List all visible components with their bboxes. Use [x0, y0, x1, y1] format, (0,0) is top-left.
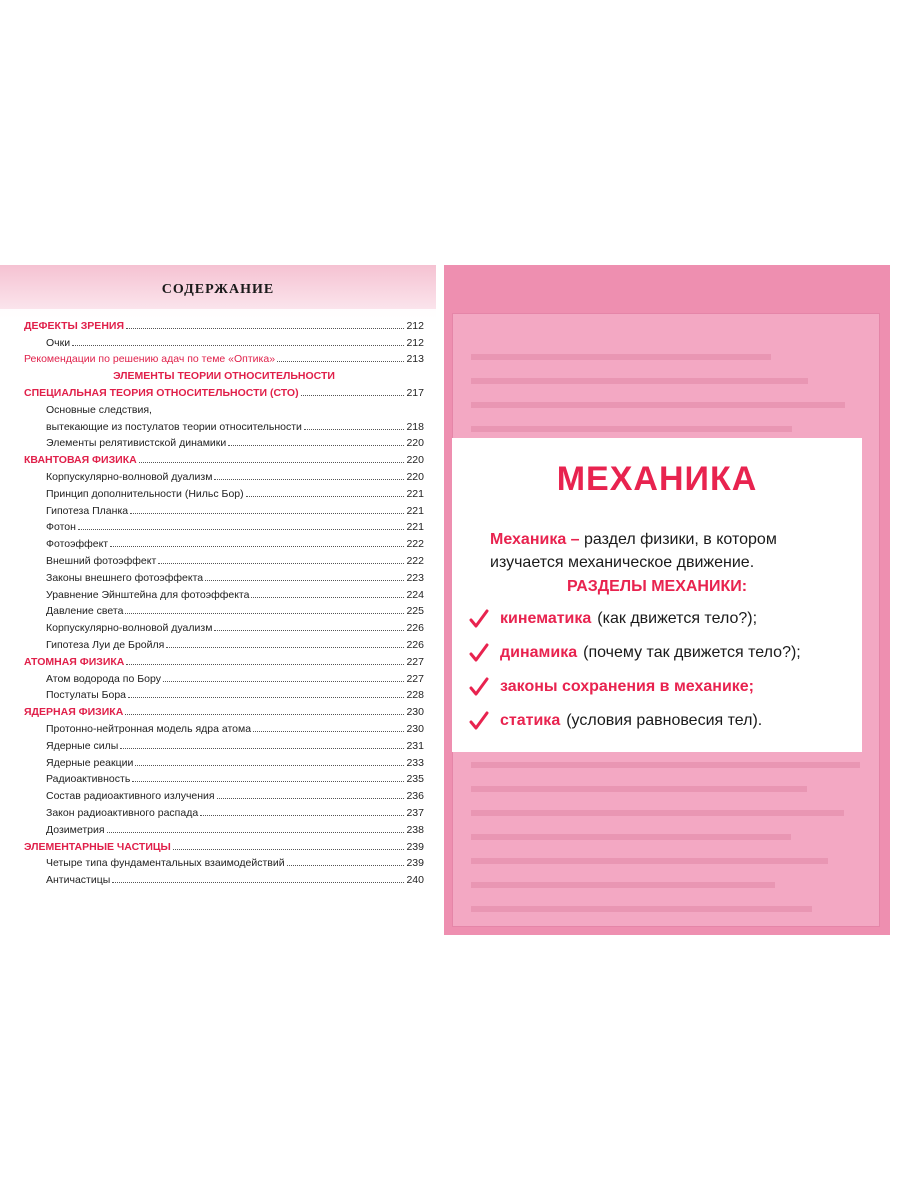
- toc-row: [24, 819, 424, 836]
- toc-row: [24, 752, 424, 769]
- faded-text-line: [471, 378, 808, 384]
- toc-leader-dots: [132, 781, 404, 782]
- toc-row: [24, 668, 424, 685]
- section-list-item: [468, 602, 858, 636]
- toc-entry-label: Гипотеза Луи де Бройля: [46, 638, 165, 651]
- toc-row: [24, 500, 424, 517]
- toc-page-number: 233: [406, 756, 424, 769]
- toc-entry-label: Ядерные силы: [46, 739, 119, 752]
- toc-leader-dots: [130, 513, 404, 514]
- toc-leader-dots: [166, 647, 404, 648]
- toc-page-number: 230: [406, 722, 424, 735]
- toc-leader-dots: [107, 832, 405, 833]
- toc-entry-label: КВАНТОВАЯ ФИЗИКА: [24, 454, 137, 467]
- toc-row: [24, 769, 424, 786]
- toc-entry-label: Состав радиоактивного излучения: [46, 790, 215, 803]
- toc-row: [24, 869, 424, 886]
- toc-row: [24, 533, 424, 550]
- toc-row: [24, 836, 424, 853]
- toc-leader-dots: [126, 328, 404, 329]
- toc-page-number: 240: [406, 874, 424, 887]
- toc-leader-dots: [301, 395, 405, 396]
- faded-text-line: [471, 762, 860, 768]
- toc-page-number: 228: [406, 689, 424, 702]
- section-term: статика: [500, 712, 561, 729]
- toc-leader-dots: [173, 849, 405, 850]
- toc-row: [24, 332, 424, 349]
- faded-text-line: [471, 354, 771, 360]
- toc-entry-label: Фотон: [46, 521, 76, 534]
- faded-text-line: [471, 882, 775, 888]
- toc-entry-label: Постулаты Бора: [46, 689, 127, 702]
- toc-entry-label: ДЕФЕКТЫ ЗРЕНИЯ: [24, 319, 124, 332]
- definition-text: раздел физики, в котором изучается механическое движение.: [490, 531, 777, 571]
- toc-page-number: 231: [406, 739, 424, 752]
- toc-page-number: 225: [406, 605, 424, 618]
- toc-row: [24, 853, 424, 870]
- toc-entry-label: Основные следствия,: [46, 403, 152, 416]
- toc-leader-dots: [214, 630, 404, 631]
- card-subtitle: РАЗДЕЛЫ МЕХАНИКИ:: [566, 578, 748, 595]
- check-icon: [468, 642, 490, 664]
- toc-row: [24, 365, 424, 382]
- toc-header: [0, 265, 436, 309]
- toc-page-number: 221: [406, 487, 424, 500]
- toc-row: [24, 735, 424, 752]
- toc-row: [24, 634, 424, 651]
- toc-row: [24, 550, 424, 567]
- section-note: (почему так движется тело?);: [583, 644, 801, 661]
- toc-row: [24, 483, 424, 500]
- toc-row: [24, 399, 424, 416]
- toc-leader-dots: [253, 731, 404, 732]
- toc-leader-dots: [217, 798, 405, 799]
- toc-row: [24, 315, 424, 332]
- toc-leader-dots: [110, 546, 404, 547]
- toc-entry-label: Принцип дополнительности (Нильс Бор): [46, 487, 244, 500]
- toc-leader-dots: [139, 462, 405, 463]
- toc-row: [24, 584, 424, 601]
- section-note: (условия равновесия тел).: [566, 712, 763, 729]
- toc-leader-dots: [125, 714, 404, 715]
- section-term: кинематика: [500, 610, 592, 627]
- check-icon: [468, 608, 490, 630]
- toc-page-number: 227: [406, 672, 424, 685]
- faded-text-line: [471, 786, 807, 792]
- section-list-item: [468, 670, 858, 704]
- toc-page-number: 220: [406, 454, 424, 467]
- toc-page-number: 239: [406, 840, 424, 853]
- card-definition: [490, 528, 850, 574]
- toc-page-number: 223: [406, 571, 424, 584]
- toc-page-number: 224: [406, 588, 424, 601]
- sections-list: [468, 602, 858, 738]
- toc-page-number: 220: [406, 437, 424, 450]
- faded-text-line: [471, 810, 844, 816]
- toc-title: СОДЕРЖАНИЕ: [161, 282, 275, 297]
- toc-entry-label: Ядерные реакции: [46, 756, 134, 769]
- toc-entry-label: Дозиметрия: [46, 823, 105, 836]
- toc-leader-dots: [200, 815, 404, 816]
- toc-entry-label: Элементы релятивистской динамики: [46, 437, 227, 450]
- toc-leader-dots: [287, 865, 405, 866]
- check-icon: [468, 710, 490, 732]
- toc-leader-dots: [72, 345, 404, 346]
- toc-leader-dots: [214, 479, 404, 480]
- toc-page-number: 237: [406, 806, 424, 819]
- faded-text-line: [471, 834, 791, 840]
- toc-page-number: 236: [406, 790, 424, 803]
- toc-page-number: 222: [406, 538, 424, 551]
- toc-page-number: 221: [406, 521, 424, 534]
- toc-leader-dots: [125, 613, 404, 614]
- toc-leader-dots: [112, 882, 404, 883]
- left-page: [0, 265, 436, 935]
- toc-leader-dots: [158, 563, 404, 564]
- definition-term: Механика –: [490, 531, 580, 548]
- table-of-contents: [24, 315, 424, 886]
- toc-leader-dots: [78, 529, 405, 530]
- toc-entry-label: Рекомендации по решению адач по теме «Оптика»: [24, 353, 276, 366]
- toc-entry-label: АТОМНАЯ ФИЗИКА: [24, 655, 125, 668]
- toc-page-number: 238: [406, 823, 424, 836]
- section-list-item: [468, 704, 858, 738]
- toc-leader-dots: [120, 748, 404, 749]
- toc-entry-label: ЭЛЕМЕНТЫ ТЕОРИИ ОТНОСИТЕЛЬНОСТИ: [113, 370, 335, 383]
- toc-page-number: 226: [406, 622, 424, 635]
- toc-row: [24, 449, 424, 466]
- toc-entry-label: вытекающие из постулатов теории относительности: [46, 420, 302, 433]
- card-title: МЕХАНИКА: [556, 460, 758, 498]
- toc-page-number: 212: [406, 336, 424, 349]
- toc-page-number: 217: [406, 386, 424, 399]
- toc-row: [24, 802, 424, 819]
- toc-page-number: 230: [406, 706, 424, 719]
- toc-leader-dots: [205, 580, 404, 581]
- toc-entry-label: Фотоэффект: [46, 538, 109, 551]
- toc-leader-dots: [228, 445, 404, 446]
- toc-row: [24, 382, 424, 399]
- toc-row: [24, 349, 424, 366]
- faded-text-line: [471, 906, 812, 912]
- toc-entry-label: Уравнение Эйнштейна для фотоэффекта: [46, 588, 250, 601]
- check-icon: [468, 676, 490, 698]
- section-list-item: [468, 636, 858, 670]
- toc-page-number: 218: [406, 420, 424, 433]
- toc-page-number: 221: [406, 504, 424, 517]
- toc-entry-label: Давление света: [46, 605, 124, 618]
- toc-row: [24, 651, 424, 668]
- toc-entry-label: Протонно-нейтронная модель ядра атома: [46, 722, 252, 735]
- toc-entry-label: Корпускулярно-волновой дуализм: [46, 470, 213, 483]
- toc-row: [24, 685, 424, 702]
- toc-page-number: 220: [406, 470, 424, 483]
- toc-page-number: 213: [406, 353, 424, 366]
- toc-entry-label: Античастицы: [46, 874, 111, 887]
- toc-row: [24, 466, 424, 483]
- toc-page-number: 227: [406, 655, 424, 668]
- faded-text-line: [471, 858, 828, 864]
- toc-row: [24, 517, 424, 534]
- toc-page-number: 226: [406, 638, 424, 651]
- toc-entry-label: ЯДЕРНАЯ ФИЗИКА: [24, 706, 124, 719]
- toc-entry-label: СПЕЦИАЛЬНАЯ ТЕОРИЯ ОТНОСИТЕЛЬНОСТИ (СТО): [24, 386, 299, 399]
- faded-text-line: [471, 402, 845, 408]
- toc-leader-dots: [163, 681, 405, 682]
- toc-entry-label: Атом водорода по Бору: [46, 672, 161, 685]
- toc-row: [24, 785, 424, 802]
- toc-entry-label: Законы внешнего фотоэффекта: [46, 571, 204, 584]
- toc-entry-label: Очки: [46, 336, 71, 349]
- toc-entry-label: Гипотеза Планка: [46, 504, 129, 517]
- toc-page-number: 239: [406, 857, 424, 870]
- toc-leader-dots: [246, 496, 405, 497]
- faded-text-line: [471, 426, 792, 432]
- toc-row: [24, 433, 424, 450]
- toc-leader-dots: [128, 697, 404, 698]
- toc-entry-label: ЭЛЕМЕНТАРНЫЕ ЧАСТИЦЫ: [24, 840, 171, 853]
- section-term: законы сохранения в механике;: [500, 678, 755, 695]
- toc-row: [24, 601, 424, 618]
- toc-leader-dots: [126, 664, 404, 665]
- toc-entry-label: Радиоактивность: [46, 773, 131, 786]
- toc-leader-dots: [251, 597, 404, 598]
- toc-entry-label: Внешний фотоэффект: [46, 554, 157, 567]
- toc-leader-dots: [135, 765, 404, 766]
- toc-page-number: 235: [406, 773, 424, 786]
- toc-entry-label: Четыре типа фундаментальных взаимодействий: [46, 857, 285, 870]
- toc-row: [24, 567, 424, 584]
- toc-entry-label: Закон радиоактивного распада: [46, 806, 199, 819]
- section-term: динамика: [500, 644, 578, 661]
- toc-leader-dots: [277, 361, 404, 362]
- toc-row: [24, 718, 424, 735]
- toc-entry-label: Корпускулярно-волновой дуализм: [46, 622, 213, 635]
- toc-row: [24, 416, 424, 433]
- toc-row: [24, 701, 424, 718]
- section-note: (как движется тело?);: [597, 610, 758, 627]
- toc-row: [24, 617, 424, 634]
- toc-leader-dots: [304, 429, 405, 430]
- mechanics-card: [452, 438, 862, 752]
- toc-page-number: 212: [406, 319, 424, 332]
- toc-page-number: 222: [406, 554, 424, 567]
